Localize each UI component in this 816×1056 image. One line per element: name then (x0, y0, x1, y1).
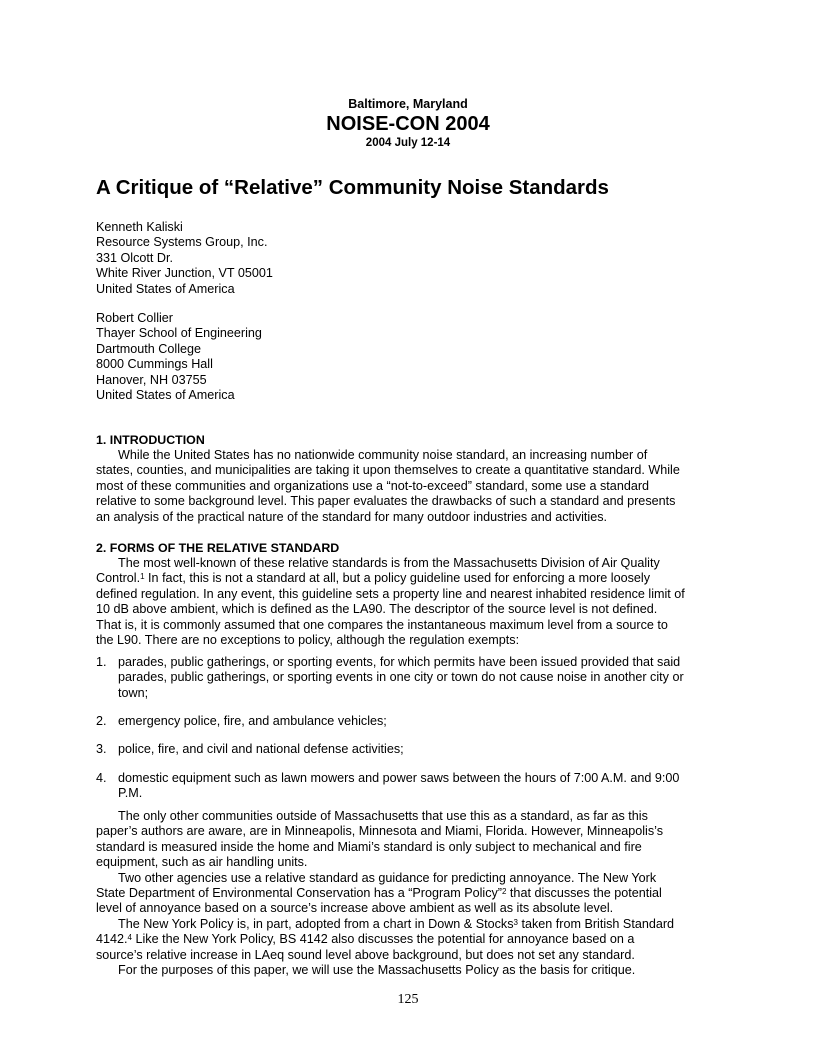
author-address-line: 331 Olcott Dr. (96, 250, 173, 265)
conference-location: Baltimore, Maryland (348, 97, 468, 111)
author-name: Robert Collier (96, 311, 173, 325)
author-affiliation: Resource Systems Group, Inc. (96, 235, 268, 250)
footnote-ref: 3 (513, 917, 518, 927)
list-item: 4. domestic equipment such as lawn mowers and power saws between the hours of 7:00 A.M. and 9:00 P.M. (96, 771, 680, 801)
author-affiliation: Dartmouth College (96, 341, 201, 356)
section-heading-introduction: 1. INTRODUCTION (96, 433, 205, 447)
author-country: United States of America (96, 388, 235, 403)
section-heading-relative-standard: 2. FORMS OF THE RELATIVE STANDARD (96, 541, 340, 555)
page-number: 125 (397, 992, 419, 1007)
conference-dates: 2004 July 12-14 (365, 137, 451, 149)
author-name: Kenneth Kaliski (96, 220, 183, 234)
author-address-line: Hanover, NH 03755 (96, 372, 207, 387)
list-item: 3. police, fire, and civil and national defense activities; (96, 742, 404, 756)
author-block-2 (96, 311, 262, 403)
author-address-line: 8000 Cummings Hall (96, 357, 213, 372)
introduction-paragraph: While the United States has no nationwide community noise standard, an increasing number of states, counties, and municipalities are taking it upon themselves to create a quantitative standard. While most of these communities and organizations use a “not-to-exceed” standard, some use a standard relative to some background level. This paper evaluates the drawbacks of such a standard and presents an analysis of the practical nature of the standard for many outdoor industries and activities. (96, 448, 680, 524)
footnote-ref: 2 (501, 887, 507, 897)
footnote-ref: 4 (127, 933, 132, 943)
conference-name: NOISE-CON 2004 (326, 113, 490, 135)
author-country: United States of America (96, 281, 235, 296)
list-item: 2. emergency police, fire, and ambulance vehicles; (96, 714, 387, 728)
footnote-ref: 1 (140, 572, 145, 582)
list-item: 1. parades, public gatherings, or sporting events, for which permits have been issued provided that said parades, public gatherings, or sporting events in one city or town do not cause noise in another city or town; (96, 655, 684, 700)
author-address-line: White River Junction, VT 05001 (96, 266, 273, 281)
other-communities-paragraph: The only other communities outside of Massachusetts that use this as a standard, as far as this paper’s authors are aware, are in Minneapolis, Minnesota and Miami, Florida. However, Minneapolis’s standard is measured inside the home and Miami’s standard is only subject to mechanical and fire equipment, such as air handling units. Two other agencies use a relative standard as guidance for predicting annoyance. The New York State Department of Environmental Conservation has a “Program Policy”$^2$ that discusses the potential level of annoyance based on a source’s increase above ambient as well as its absolute level. The New York Policy is, in part, adopted from a chart in Down & Stocks$^3$ taken from British Standard 4142.$^4$ Like the New York Policy, BS 4142 also discusses the potential for annoyance based on a source’s relative increase in LAeq sound level above background, but does not set any standard. For the purposes of this paper, we will use the Massachusetts Policy as the basis for critique. (96, 809, 675, 978)
relative-standard-paragraph: The most well-known of these relative standards is from the Massachusetts Division of Air Quality Control.$^1$ In fact, this is not a standard at all, but a policy guideline used for enforcing a more loosely defined regulation. In any event, this guideline sets a property line and nearest inhabited residence limit of 10 dB above ambient, which is defined as the LA90. The descriptor of the source level is not defined. That is, it is commonly assumed that one compares the instantaneous maximum level from a source to the L90. There are no exceptions to policy, although the regulation exempts: (96, 556, 685, 648)
author-affiliation: Thayer School of Engineering (96, 326, 262, 341)
paper-title: A Critique of “Relative” Community Noise Standards (96, 176, 609, 199)
author-block-1 (96, 220, 273, 297)
